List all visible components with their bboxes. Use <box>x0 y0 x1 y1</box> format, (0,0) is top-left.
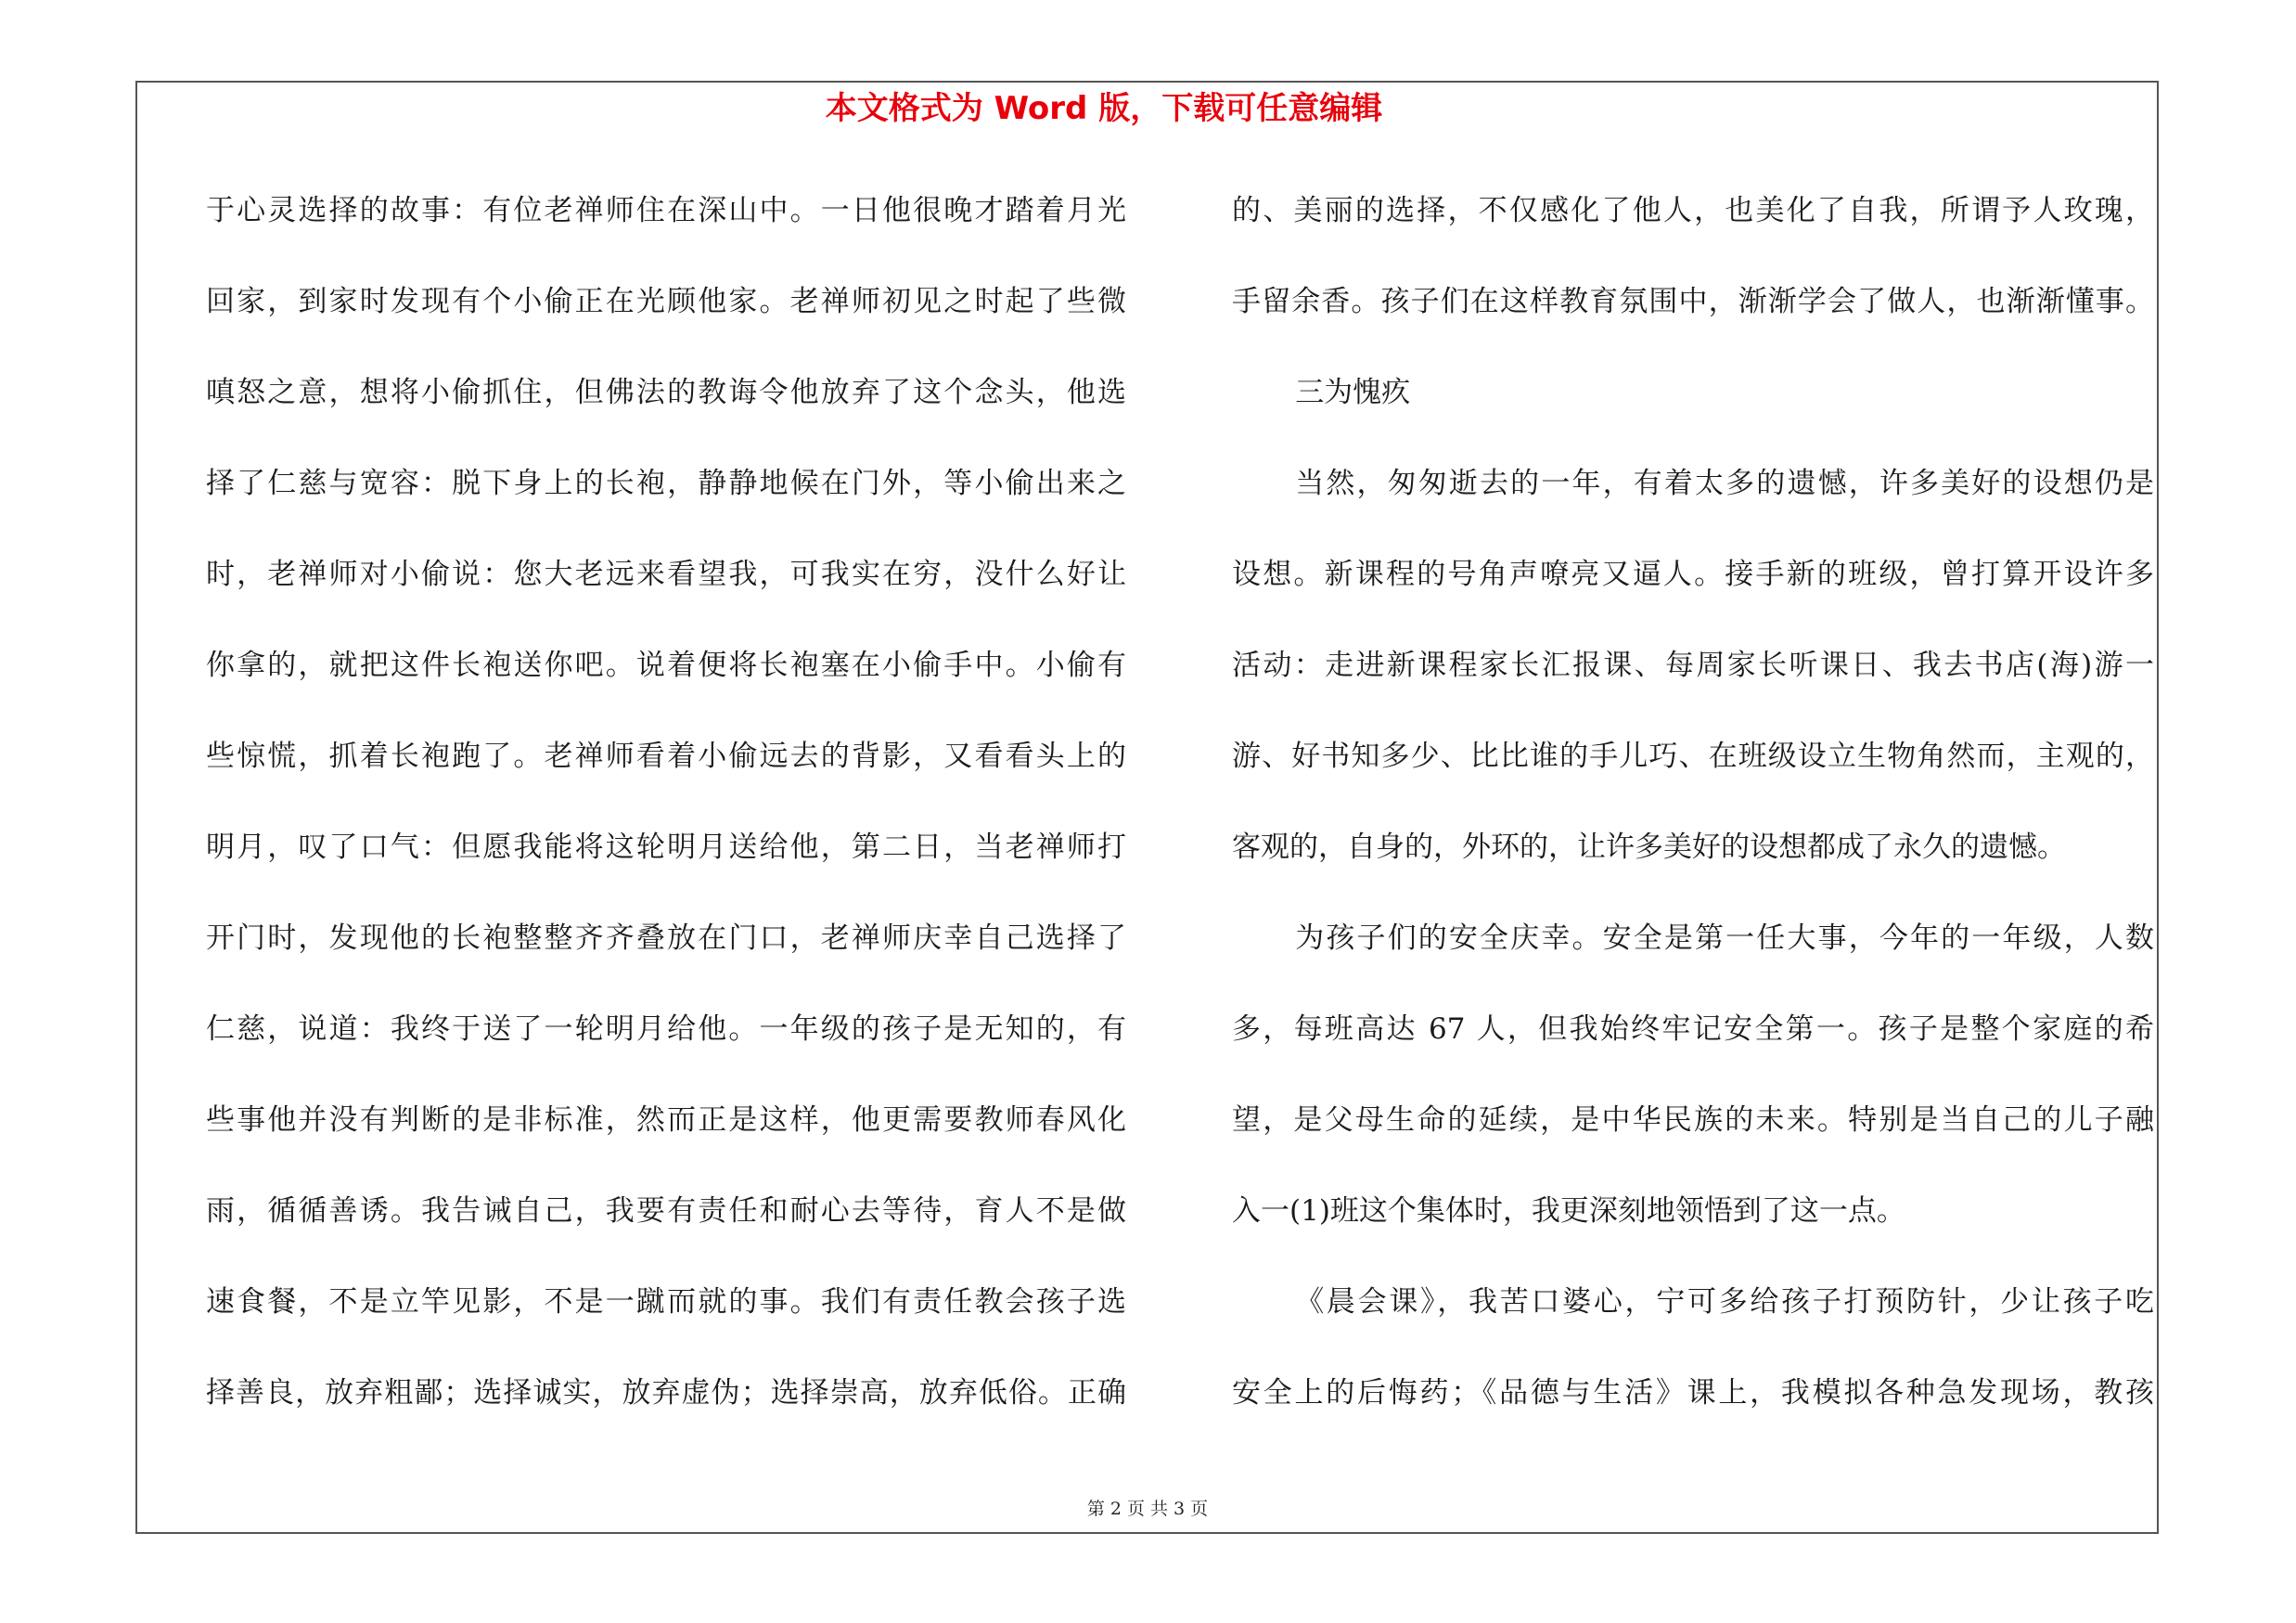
text-line: 择善良，放弃粗鄙；选择诚实，放弃虚伪；选择崇高，放弃低俗。正确 <box>206 1376 1126 1410</box>
text-line: 为孩子们的安全庆幸。安全是第一任大事，今年的一年级，人数 <box>1295 921 2154 955</box>
text-line: 《晨会课》，我苦口婆心，宁可多给孩子打预防针，少让孩子吃 <box>1295 1285 2154 1319</box>
text-line: 些事他并没有判断的是非标准，然而正是这样，他更需要教师春风化 <box>206 1103 1126 1137</box>
text-line: 多，每班高达 67 人，但我始终牢记安全第一。孩子是整个家庭的希 <box>1232 1012 2154 1046</box>
text-line: 明月，叹了口气：但愿我能将这轮明月送给他，第二日，当老禅师打 <box>206 831 1126 864</box>
header-notice: 本文格式为 Word 版，下载可任意编辑 <box>825 90 1383 127</box>
text-line: 于心灵选择的故事：有位老禅师住在深山中。一日他很晚才踏着月光 <box>206 194 1126 227</box>
text-line: 些惊慌，抓着长袍跑了。老禅师看着小偷远去的背影，又看看头上的 <box>206 740 1126 773</box>
text-line: 活动：走进新课程家长汇报课、每周家长听课日、我去书店(海)游一 <box>1232 649 2154 682</box>
right-text-column <box>1232 165 2154 1438</box>
text-line: 你拿的，就把这件长袍送你吧。说着便将长袍塞在小偷手中。小偷有 <box>206 649 1126 682</box>
text-line: 回家，到家时发现有个小偷正在光顾他家。老禅师初见之时起了些微 <box>206 285 1126 318</box>
text-line: 仁慈，说道：我终于送了一轮明月给他。一年级的孩子是无知的，有 <box>206 1012 1126 1046</box>
text-line: 当然，匆匆逝去的一年，有着太多的遗憾，许多美好的设想仍是 <box>1295 467 2154 500</box>
page-number-footer: 第 2 页 共 3 页 <box>1086 1499 1209 1519</box>
left-text-column <box>206 165 1126 1438</box>
text-line: 设想。新课程的号角声嘹亮又逼人。接手新的班级，曾打算开设许多 <box>1232 558 2154 591</box>
text-line: 客观的，自身的，外环的，让许多美好的设想都成了永久的遗憾。 <box>1232 831 2066 864</box>
text-line: 的、美丽的选择，不仅感化了他人，也美化了自我，所谓予人玫瑰， <box>1232 194 2154 227</box>
text-line: 望，是父母生命的延续，是中华民族的未来。特别是当自己的儿子融 <box>1232 1103 2154 1137</box>
section-heading: 三为愧疚 <box>1295 376 1411 409</box>
text-line: 开门时，发现他的长袍整整齐齐叠放在门口，老禅师庆幸自己选择了 <box>206 921 1126 955</box>
text-line: 入一(1)班这个集体时，我更深刻地领悟到了这一点。 <box>1232 1194 1905 1228</box>
text-line: 择了仁慈与宽容：脱下身上的长袍，静静地候在门外，等小偷出来之 <box>206 467 1126 500</box>
text-line: 游、好书知多少、比比谁的手儿巧、在班级设立生物角然而，主观的， <box>1232 740 2154 773</box>
text-line: 手留余香。孩子们在这样教育氛围中，渐渐学会了做人，也渐渐懂事。 <box>1232 285 2154 318</box>
text-line: 安全上的后悔药；《品德与生活》课上，我模拟各种急发现场，教孩 <box>1232 1376 2154 1410</box>
text-line: 时，老禅师对小偷说：您大老远来看望我，可我实在穷，没什么好让 <box>206 558 1126 591</box>
text-line: 雨，循循善诱。我告诫自己，我要有责任和耐心去等待，育人不是做 <box>206 1194 1126 1228</box>
text-line: 嗔怒之意，想将小偷抓住，但佛法的教诲令他放弃了这个念头，他选 <box>206 376 1126 409</box>
text-line: 速食餐，不是立竿见影，不是一蹴而就的事。我们有责任教会孩子选 <box>206 1285 1126 1319</box>
